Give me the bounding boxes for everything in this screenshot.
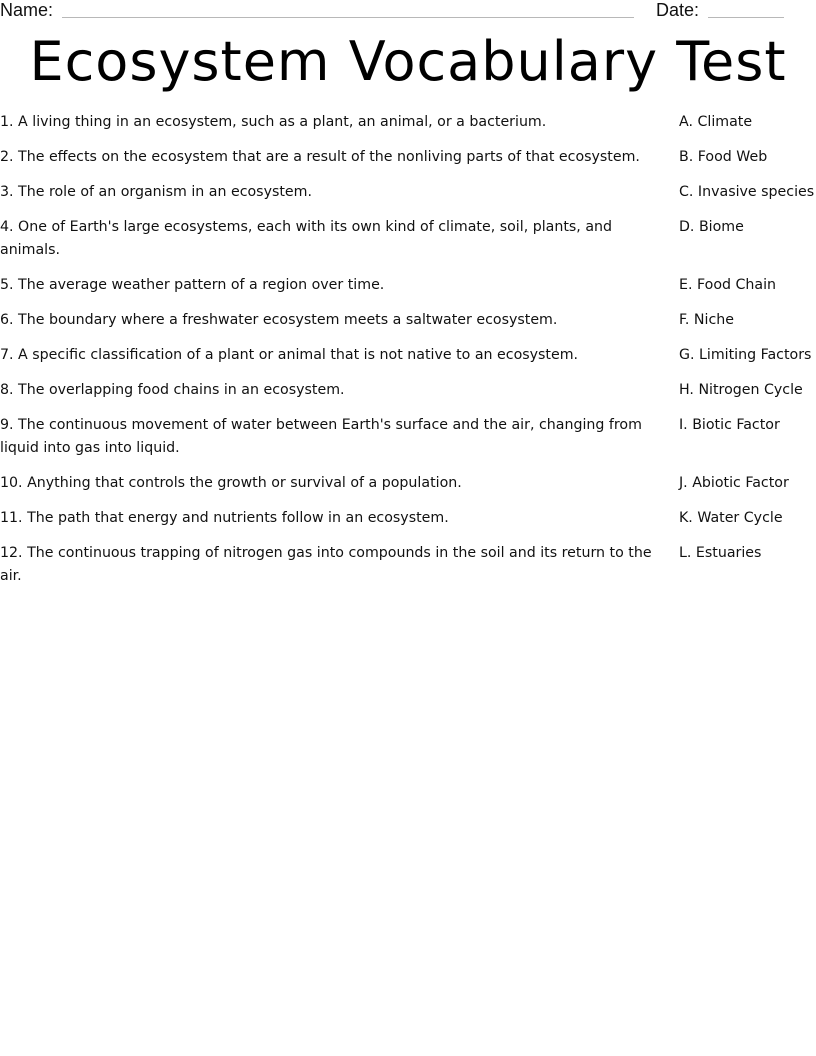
question-row: [0, 472, 816, 495]
date-blank-line[interactable]: [708, 17, 784, 18]
question-row: [0, 542, 816, 588]
answer-option: A. Climate: [679, 114, 753, 130]
question-row: [0, 309, 816, 332]
clue-text: 8. The overlapping food chains in an ecosystem.: [0, 382, 345, 398]
question-row: [0, 181, 816, 204]
answer-option: F. Niche: [679, 312, 734, 328]
clue-text: 3. The role of an organism in an ecosystem.: [0, 184, 312, 200]
clue-text: 1. A living thing in an ecosystem, such as a plant, an animal, or a bacterium.: [0, 114, 547, 130]
page-title: Ecosystem Vocabulary Test: [29, 30, 787, 93]
clue-text: 7. A specific classification of a plant or animal that is not native to an ecosystem.: [0, 347, 579, 363]
name-label: Name:: [0, 0, 54, 20]
question-row: [0, 146, 816, 169]
clue-text: 11. The path that energy and nutrients follow in an ecosystem.: [0, 510, 449, 526]
clue-text: 4. One of Earth's large ecosystems, each with its own kind of climate, soil, plants, and animals.: [0, 219, 613, 258]
answer-option: C. Invasive species: [679, 184, 815, 200]
answer-option: G. Limiting Factors: [679, 347, 812, 363]
question-row: [0, 507, 816, 530]
date-label: Date:: [656, 0, 700, 20]
clue-text: 9. The continuous movement of water between Earth's surface and the air, changing from liquid into gas into liquid.: [0, 417, 642, 456]
clue-text: 12. The continuous trapping of nitrogen gas into compounds in the soil and its return to the air.: [0, 545, 652, 584]
answer-option: D. Biome: [679, 219, 744, 235]
clue-text: 6. The boundary where a freshwater ecosystem meets a saltwater ecosystem.: [0, 312, 558, 328]
answer-option: L. Estuaries: [679, 545, 762, 561]
answer-option: K. Water Cycle: [679, 510, 783, 526]
answer-option: E. Food Chain: [679, 277, 777, 293]
answer-option: B. Food Web: [679, 149, 768, 165]
question-list: [0, 111, 816, 600]
question-row: [0, 414, 816, 460]
clue-text: 10. Anything that controls the growth or survival of a population.: [0, 475, 462, 491]
clue-text: 5. The average weather pattern of a region over time.: [0, 277, 385, 293]
worksheet-header: [0, 0, 816, 24]
answer-option: I. Biotic Factor: [679, 417, 780, 433]
question-row: [0, 111, 816, 134]
question-row: [0, 274, 816, 297]
name-blank-line[interactable]: [62, 17, 634, 18]
question-row: [0, 216, 816, 262]
question-row: [0, 379, 816, 402]
clue-text: 2. The effects on the ecosystem that are a result of the nonliving parts of that ecosystem.: [0, 149, 640, 165]
question-row: [0, 344, 816, 367]
answer-option: J. Abiotic Factor: [679, 475, 789, 491]
answer-option: H. Nitrogen Cycle: [679, 382, 803, 398]
